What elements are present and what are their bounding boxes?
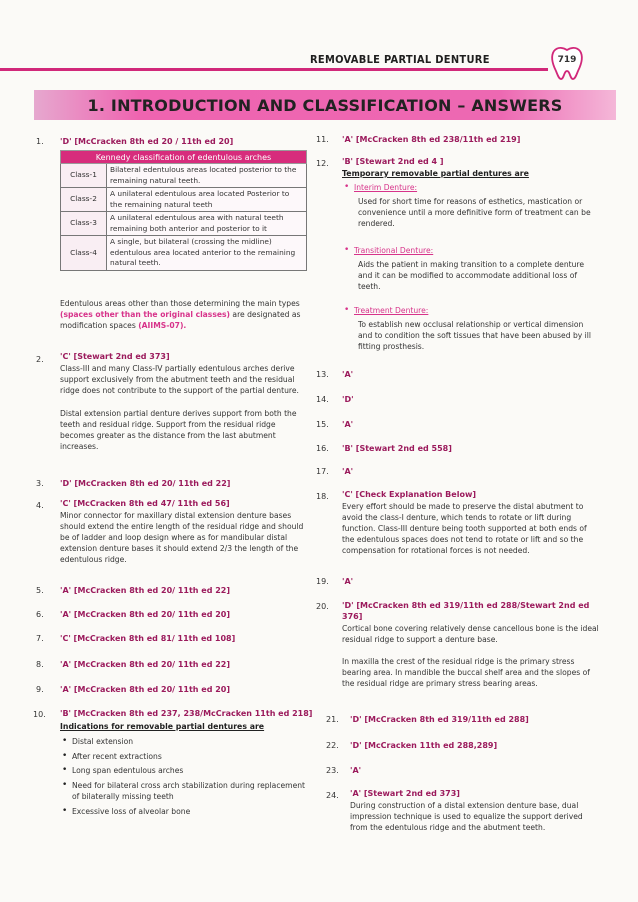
q7-answer: 'C' [McCracken 8th ed 81/ 11th ed 108]: [60, 634, 236, 643]
q20-paragraph-1: Cortical bone covering relatively dense cancellous bone is the ideal residual ridge to support a denture base.: [342, 624, 599, 644]
page-number: 719: [557, 55, 577, 65]
q12-sub-1: [342, 182, 598, 229]
table-row: [61, 212, 307, 236]
q11-number: 11.: [316, 135, 329, 144]
q11-answer: 'A' [McCracken 8th ed 238/11th ed 219]: [342, 135, 521, 144]
list-item: • Excessive loss of alveolar bone: [60, 806, 312, 818]
q6-number: 6.: [36, 610, 44, 619]
table-cell: A unilateral edentulous area with natural teeth remaining both anterior and posterior to it: [107, 212, 307, 236]
q20-number: 20.: [316, 602, 329, 611]
q10-number: 10.: [33, 710, 46, 719]
q10-heading: Indications for removable partial dentures are: [60, 722, 265, 731]
interim-denture-text: Used for short time for reasons of esthetics, mastication or convenience until a more definitive form of treatment can be rendered.: [358, 196, 591, 228]
list-item: • After recent extractions: [60, 751, 312, 763]
kennedy-table: [60, 150, 307, 271]
q12-sub-2: [342, 245, 598, 292]
q1-note-text-2: are designated as modification spaces: [60, 310, 301, 330]
interim-denture-title: • Interim Denture:: [342, 182, 598, 194]
q19-answer: 'A': [342, 577, 354, 586]
q14-answer: 'D': [342, 395, 354, 404]
q2-number: 2.: [36, 355, 44, 364]
q12-sub-3: [342, 305, 598, 352]
q13-answer: 'A': [342, 370, 354, 379]
list-item: • Need for bilateral cross arch stabilization during replacement of bilaterally missing teeth: [60, 780, 312, 803]
q16-number: 16.: [316, 444, 329, 453]
q21-number: 21.: [326, 715, 339, 724]
table-row: [61, 164, 307, 188]
section-title: 1. INTRODUCTION AND CLASSIFICATION – ANSWERS: [87, 96, 563, 115]
q2-paragraph-2: Distal extension partial denture derives support from both the teeth and residual ridge. Support from the residual ridge becomes greater as the distance from the last abutment increases.: [60, 409, 297, 451]
table-cell: Class-3: [61, 212, 107, 236]
q23-number: 23.: [326, 766, 339, 775]
q21-answer: 'D' [McCracken 8th ed 319/11th ed 288]: [350, 715, 529, 724]
q19-number: 19.: [316, 577, 329, 586]
table-header: Kennedy classification of edentulous arches: [61, 151, 307, 164]
q4-number: 4.: [36, 501, 44, 510]
q7-number: 7.: [36, 634, 44, 643]
table-row: [61, 188, 307, 212]
q16-answer: 'B' [Stewart 2nd ed 558]: [342, 444, 452, 453]
table-cell: Class-2: [61, 188, 107, 212]
q20-answer: 'D' [McCracken 8th ed 319/11th ed 288/Stewart 2nd ed 376]: [342, 601, 590, 621]
q1-note: [60, 298, 310, 331]
q6-answer: 'A' [McCracken 8th ed 20/ 11th ed 20]: [60, 610, 231, 619]
list-item: • Distal extension: [60, 736, 312, 748]
q2-answer: 'C' [Stewart 2nd ed 373]: [60, 352, 170, 361]
table-cell: Class-4: [61, 236, 107, 271]
q22-answer: 'D' [McCracken 11th ed 288,289]: [350, 741, 498, 750]
q10-answer: 'B' [McCracken 8th ed 237, 238/McCracken 11th ed 218]: [60, 709, 313, 718]
table-cell: Class-1: [61, 164, 107, 188]
q4-answer: 'C' [McCracken 8th ed 47/ 11th ed 56]: [60, 499, 230, 508]
q14-number: 14.: [316, 395, 329, 404]
q1-note-highlight: (spaces other than the original classes): [60, 310, 230, 319]
q9-number: 9.: [36, 685, 44, 694]
q12-answer: 'B' [Stewart 2nd ed 4 ]: [342, 157, 444, 166]
q10-list: [60, 736, 312, 817]
q15-number: 15.: [316, 420, 329, 429]
transitional-denture-title: • Transitional Denture:: [342, 245, 598, 257]
q8-answer: 'A' [McCracken 8th ed 20/ 11th ed 22]: [60, 660, 231, 669]
q5-answer: 'A' [McCracken 8th ed 20/ 11th ed 22]: [60, 586, 231, 595]
q24-paragraph: During construction of a distal extension denture base, dual impression technique is used to equalize the support derived from the edentulous ridge and the abutment teeth.: [350, 801, 583, 832]
table-cell: A single, but bilateral (crossing the midline) edentulous area located anterior to the remaining natural teeth.: [107, 236, 307, 271]
q18-paragraph: Every effort should be made to preserve the distal abutment to avoid the class-I denture, which tends to rotate or lift during function. Class-III denture being tooth supported at both ends of the edentulous spaces does not tend to rotate or lift and so the compensation for rotational forces is not needed.: [342, 502, 587, 555]
q15-answer: 'A': [342, 420, 354, 429]
q23-answer: 'A': [350, 766, 362, 775]
table-row: [61, 236, 307, 271]
q3-answer: 'D' [McCracken 8th ed 20/ 11th ed 22]: [60, 479, 231, 488]
q4-paragraph: Minor connector for maxillary distal extension denture bases should extend the entire length of the residual ridge and should be of ladder and loop design where as for mandibular distal extension denture bases it should extend 2/3 the length of the edentulous ridge.: [60, 511, 304, 564]
q12-heading: Temporary removable partial dentures are: [342, 169, 529, 178]
treatment-denture-title: • Treatment Denture:: [342, 305, 598, 317]
running-header: REMOVABLE PARTIAL DENTURE: [310, 53, 490, 66]
q22-number: 22.: [326, 741, 339, 750]
transitional-denture-text: Aids the patient in making transition to a complete denture and it can be modified to accommodate additional loss of teeth.: [358, 259, 585, 291]
q3-number: 3.: [36, 479, 44, 488]
q17-number: 17.: [316, 467, 329, 476]
treatment-denture-text: To establish new occlusal relationship or vertical dimension and to condition the soft tissues that have been abused by ill fitting prosthesis.: [358, 319, 592, 351]
q12-number: 12.: [316, 159, 329, 168]
q24-answer: 'A' [Stewart 2nd ed 373]: [350, 789, 460, 798]
list-item: • Long span edentulous arches: [60, 765, 312, 777]
table-cell: A unilateral edentulous area located Posterior to the remaining natural teeth: [107, 188, 307, 212]
q13-number: 13.: [316, 370, 329, 379]
q17-answer: 'A': [342, 467, 354, 476]
q1-answer: 'D' [McCracken 8th ed 20 / 11th ed 20]: [60, 137, 234, 146]
q8-number: 8.: [36, 660, 44, 669]
q1-note-citation: (AIIMS-07).: [138, 321, 187, 330]
q18-answer: 'C' [Check Explanation Below]: [342, 490, 476, 499]
q1-number: 1.: [36, 137, 44, 146]
q18-number: 18.: [316, 492, 329, 501]
q1-note-text: Edentulous areas other than those determining the main types: [60, 299, 300, 308]
q2-paragraph-1: Class-III and many Class-IV partially edentulous arches derive support exclusively from the abutment teeth and the residual ridge does not contribute to the support of the partial denture.: [60, 364, 299, 395]
q5-number: 5.: [36, 586, 44, 595]
q24-number: 24.: [326, 791, 339, 800]
q9-answer: 'A' [McCracken 8th ed 20/ 11th ed 20]: [60, 685, 231, 694]
table-cell: Bilateral edentulous areas located posterior to the remaining natural teeth.: [107, 164, 307, 188]
q20-paragraph-2: In maxilla the crest of the residual ridge is the primary stress bearing area. In mandible the buccal shelf area and the slopes of the residual ridge are primary stress bearing areas.: [342, 657, 590, 688]
